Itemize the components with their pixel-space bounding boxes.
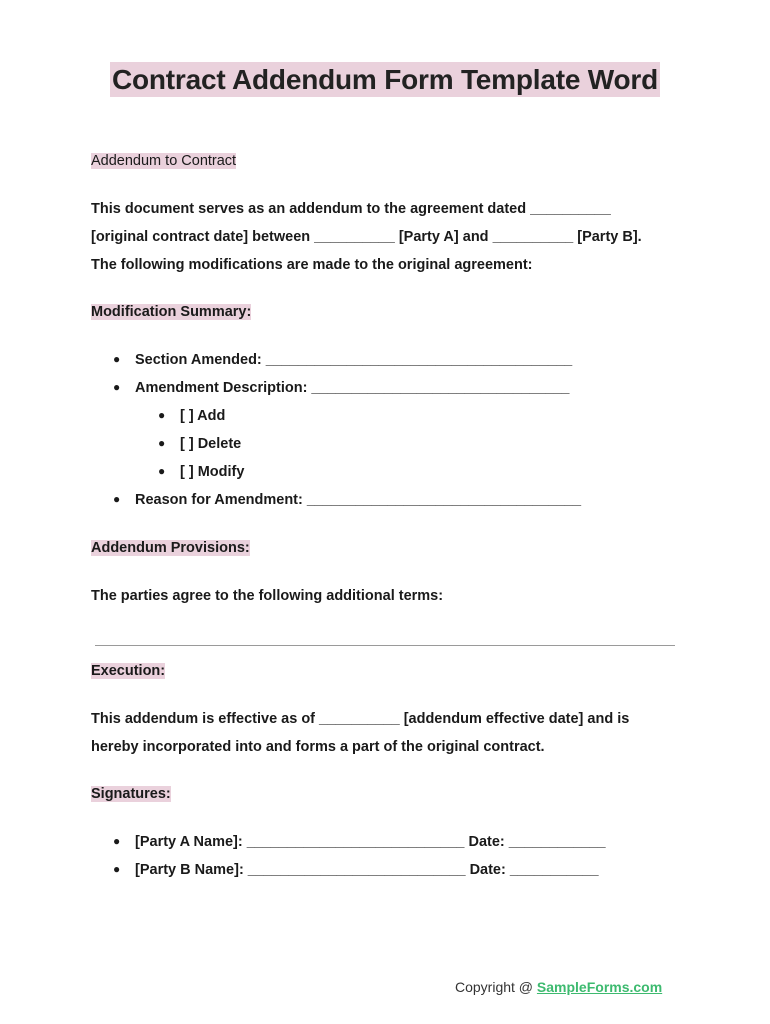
intro-line-2: [original contract date] between __________ [Party A] and __________ [Party B]. [91, 229, 642, 245]
provisions-heading: Addendum Provisions: [91, 540, 250, 556]
list-item-section-amended [113, 352, 572, 368]
provisions-text: The parties agree to the following additional terms: [91, 588, 444, 604]
amendment-description-text: Amendment Description: ________________________________ [135, 380, 570, 396]
section-label: Addendum to Contract [91, 153, 237, 169]
option-modify-text: [ ] Modify [180, 464, 245, 480]
bullet-icon: ● [113, 862, 121, 876]
modification-heading: Modification Summary: [91, 304, 252, 320]
bullet-icon: ● [113, 352, 121, 366]
execution-line-2: hereby incorporated into and forms a part of the original contract. [91, 739, 545, 755]
option-delete [158, 436, 241, 452]
bullet-icon: ● [158, 408, 166, 422]
signature-party-b [113, 862, 599, 878]
execution-heading: Execution: [91, 663, 166, 679]
signatures-heading: Signatures: [91, 786, 171, 802]
execution-line-1: This addendum is effective as of __________ [addendum effective date] and is [91, 711, 630, 727]
option-add-text: [ ] Add [180, 408, 226, 424]
copyright-footer [455, 979, 662, 995]
bullet-icon: ● [113, 834, 121, 848]
copyright-prefix: Copyright @ [455, 979, 537, 995]
signature-party-a [113, 834, 606, 850]
document-title [0, 64, 770, 96]
bullet-icon: ● [113, 380, 121, 394]
bullet-icon: ● [158, 436, 166, 450]
bullet-icon: ● [158, 464, 166, 478]
section-amended-text: Section Amended: ______________________________________ [135, 352, 573, 368]
party-b-text: [Party B Name]: ___________________________ Date: ___________ [135, 862, 599, 878]
intro-line-3: The following modifications are made to the original agreement: [91, 257, 533, 273]
bullet-icon: ● [113, 492, 121, 506]
party-a-text: [Party A Name]: ___________________________ Date: ____________ [135, 834, 606, 850]
list-item-reason [113, 492, 581, 508]
option-modify [158, 464, 244, 480]
reason-text: Reason for Amendment: __________________________________ [135, 492, 582, 508]
brand-link[interactable]: SampleForms.com [536, 979, 663, 995]
provisions-divider [95, 645, 675, 646]
option-delete-text: [ ] Delete [180, 436, 242, 452]
list-item-amendment-description [113, 380, 570, 396]
option-add [158, 408, 225, 424]
document-title-text: Contract Addendum Form Template Word [111, 64, 659, 95]
intro-line-1: This document serves as an addendum to the agreement dated __________ [91, 201, 611, 217]
